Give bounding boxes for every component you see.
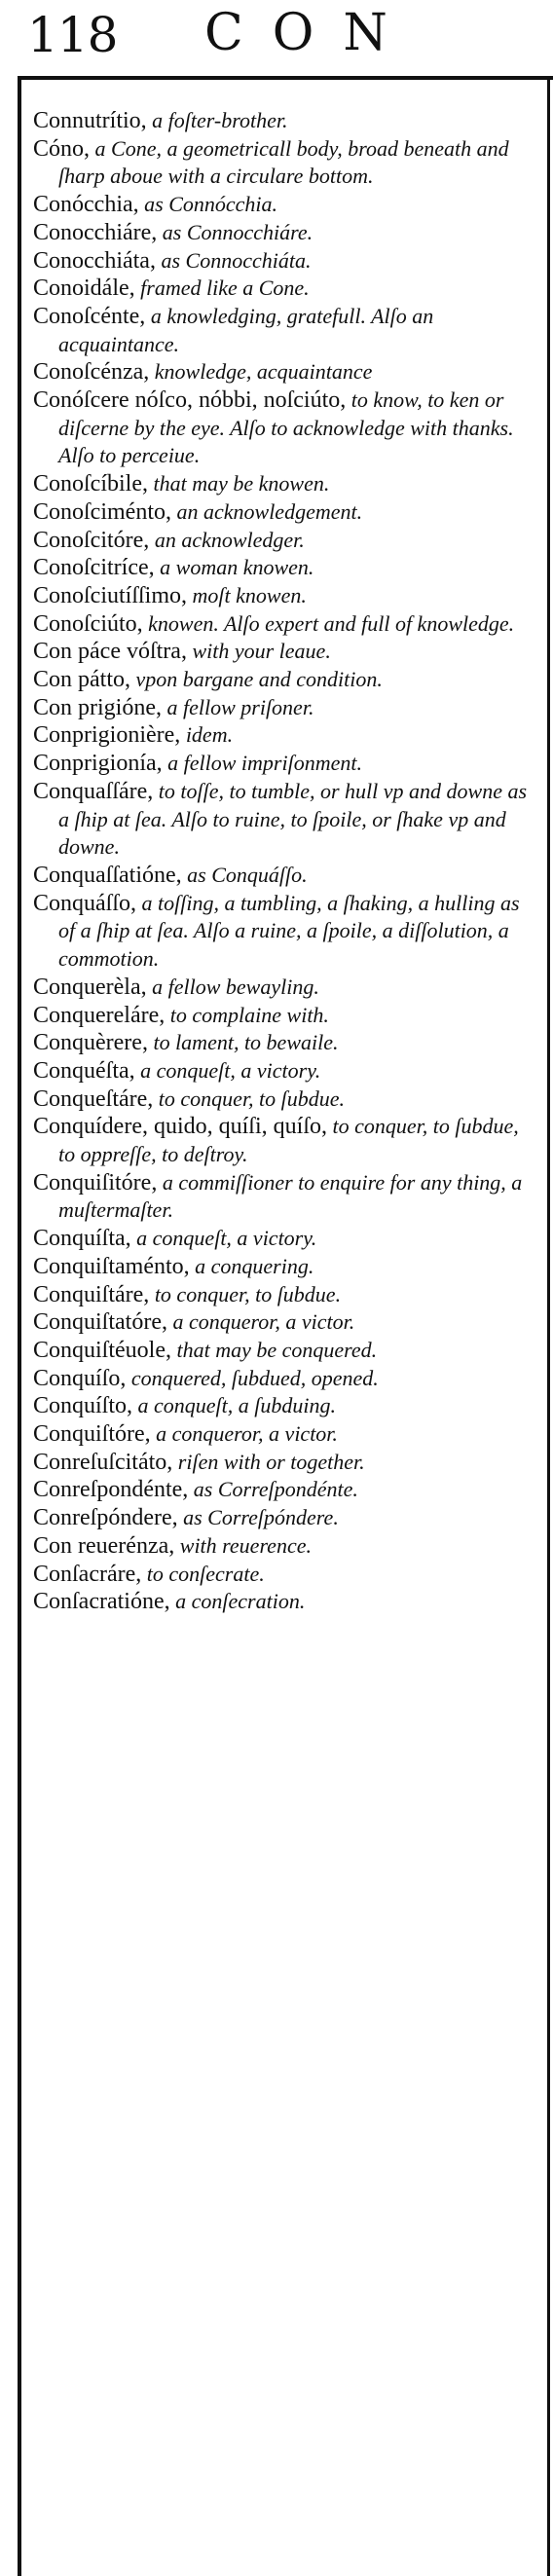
- dictionary-entry: [33, 750, 537, 778]
- dictionary-entry: [33, 358, 537, 386]
- dictionary-entry: [33, 638, 537, 666]
- entry-definition: as Correſpondénte.: [188, 1477, 358, 1502]
- entry-definition: as Correſpóndere.: [177, 1505, 339, 1530]
- entry-headword: Conquiſtóre,: [33, 1421, 151, 1448]
- dictionary-entry: [33, 191, 537, 219]
- entry-definition: a conquering.: [189, 1253, 314, 1278]
- page-number: 118: [27, 7, 118, 63]
- dictionary-entry: [33, 974, 537, 1002]
- header-rule: [18, 76, 553, 80]
- dictionary-entry: [33, 470, 537, 498]
- entry-headword: Conqueſtáre,: [33, 1086, 154, 1112]
- dictionary-entry: [33, 135, 537, 191]
- dictionary-entry: [33, 1086, 537, 1114]
- dictionary-entry: [33, 107, 537, 135]
- entry-headword: Conreſuſcitáto,: [33, 1449, 173, 1475]
- entry-definition: a conſecration.: [169, 1589, 306, 1614]
- entry-headword: Conquiſtatóre,: [33, 1309, 167, 1336]
- entry-definition: knowen. Alſo expert and full of knowledge.: [142, 610, 515, 636]
- entry-definition: a knowledging, gratefull. Alſo an acquaintance.: [58, 303, 434, 356]
- dictionary-entry: [33, 219, 537, 247]
- entry-headword: Conquaſſatióne,: [33, 862, 182, 888]
- entry-definition: a woman knowen.: [154, 555, 314, 580]
- dictionary-entry: [33, 1281, 537, 1309]
- dictionary-entry: [33, 1504, 537, 1532]
- entry-definition: an acknowledger.: [149, 527, 305, 552]
- entry-headword: Conocchiáta,: [33, 247, 156, 274]
- entry-headword: Conocchiáre,: [33, 219, 158, 245]
- entry-definition: to lament, to bewaile.: [147, 1030, 339, 1055]
- entry-definition: as Connocchiáta.: [155, 247, 312, 273]
- running-head: CON: [204, 4, 417, 62]
- entry-definition: a conqueſt, a victory.: [134, 1057, 321, 1083]
- entry-definition: a fellow bewayling.: [146, 974, 319, 999]
- entry-definition: with your leaue.: [186, 639, 331, 664]
- right-column-rule: [547, 76, 550, 2576]
- dictionary-entry: [33, 386, 537, 470]
- entry-definition: to toſſe, to tumble, or hull vp and downe as a ſhip at ſea. Alſo to ruine, to ſpoile, or ſhake vp and downe.: [58, 778, 528, 860]
- dictionary-entry: [33, 1308, 537, 1337]
- entry-definition: as Connócchia.: [138, 192, 278, 217]
- entry-definition: that may be knowen.: [147, 471, 330, 497]
- dictionary-entry: [33, 554, 537, 582]
- left-column-rule: [18, 76, 21, 2576]
- dictionary-entry: [33, 694, 537, 722]
- entry-headword: Conquiſtáre,: [33, 1281, 150, 1307]
- entry-definition: a fellow impriſonment.: [162, 751, 362, 776]
- entry-definition: knowledge, acquaintance: [149, 359, 373, 385]
- entry-definition: vpon bargane and condition.: [130, 667, 383, 692]
- entry-definition: conquered, ſubdued, opened.: [126, 1365, 379, 1390]
- entry-headword: Conóſcere nóſco, nóbbi, noſciúto,: [33, 387, 347, 414]
- entry-definition: an acknowledgement.: [170, 498, 363, 524]
- dictionary-entry: [33, 1029, 537, 1057]
- dictionary-entry: [33, 1057, 537, 1086]
- entry-headword: Conquéſta,: [33, 1057, 135, 1084]
- entry-definition: to conſecrate.: [141, 1561, 265, 1586]
- dictionary-entry: [33, 247, 537, 276]
- entry-definition: a conqueſt, a victory.: [130, 1226, 317, 1251]
- entry-headword: Conreſpóndere,: [33, 1505, 178, 1531]
- dictionary-entry: [33, 1365, 537, 1393]
- entry-definition: to conquer, to ſubdue, to oppreſſe, to deſtroy.: [58, 1114, 519, 1167]
- entry-headword: Conquíſta,: [33, 1226, 131, 1252]
- dictionary-entry: [33, 498, 537, 527]
- entry-definition: a Cone, a geometricall body, broad beneath and ſharp aboue with a circulare bottom.: [58, 135, 509, 189]
- entry-definition: to know, to ken or diſcerne by the eye. Alſo to acknowledge with thanks. Alſo to perceiue.: [58, 387, 514, 468]
- entry-headword: Conquereláre,: [33, 1002, 166, 1028]
- dictionary-entry: [33, 1337, 537, 1365]
- entry-headword: Conquiſtaménto,: [33, 1253, 190, 1279]
- entry-definition: a commiſſioner to enquire for any thing, a muſtermaſter.: [58, 1169, 523, 1223]
- entry-headword: Con pátto,: [33, 667, 130, 693]
- entry-definition: to complaine with.: [165, 1002, 329, 1027]
- dictionary-entry: [33, 1225, 537, 1253]
- dictionary-entry: [33, 721, 537, 750]
- entry-definition: moſt knowen.: [187, 582, 307, 607]
- dictionary-entry: [33, 1002, 537, 1030]
- entry-headword: Conquiſitóre,: [33, 1169, 158, 1196]
- dictionary-entry: [33, 582, 537, 610]
- entry-definition: a conqueror, a victor.: [166, 1309, 355, 1335]
- entry-definition: riſen with or together.: [172, 1449, 365, 1474]
- entry-headword: Conquíſto,: [33, 1393, 133, 1419]
- entry-headword: Conoidále,: [33, 276, 135, 302]
- entry-headword: Cóno,: [33, 135, 91, 162]
- entry-list: [33, 107, 537, 1616]
- entry-headword: Conócchia,: [33, 192, 139, 218]
- dictionary-entry: [33, 778, 537, 862]
- dictionary-entry: [33, 275, 537, 303]
- entry-definition: as Conquáſſo.: [181, 862, 308, 887]
- entry-definition: idem.: [180, 722, 234, 748]
- entry-headword: Con páce vóſtra,: [33, 639, 187, 665]
- dictionary-entry: [33, 610, 537, 639]
- entry-headword: Conoſcénza,: [33, 359, 150, 386]
- entry-definition: that may be conquered.: [170, 1337, 378, 1362]
- entry-headword: Connutrítio,: [33, 108, 147, 133]
- dictionary-entry: [33, 1169, 537, 1225]
- entry-headword: Conprigionière,: [33, 722, 181, 749]
- entry-headword: Conoſciménto,: [33, 498, 171, 525]
- dictionary-entry: [33, 1588, 537, 1616]
- entry-definition: to conquer, to ſubdue.: [153, 1086, 346, 1111]
- entry-headword: Con prigióne,: [33, 694, 162, 720]
- dictionary-entry: [33, 1253, 537, 1281]
- entry-headword: Conſacráre,: [33, 1561, 142, 1587]
- entry-definition: to conquer, to ſubdue.: [149, 1281, 342, 1306]
- entry-headword: Conquèrere,: [33, 1030, 148, 1056]
- entry-definition: a foſter-brother.: [146, 108, 288, 132]
- dictionary-entry: [33, 1476, 537, 1504]
- dictionary-entry: [33, 1113, 537, 1168]
- entry-headword: Conquaſſáre,: [33, 778, 154, 804]
- entry-headword: Conſacratióne,: [33, 1589, 170, 1615]
- entry-headword: Conoſcénte,: [33, 303, 146, 329]
- entry-headword: Conoſciutíſſimo,: [33, 582, 188, 608]
- entry-headword: Conreſpondénte,: [33, 1477, 189, 1503]
- dictionary-entry: [33, 890, 537, 974]
- dictionary-entry: [33, 862, 537, 890]
- entry-headword: Conquiſtéuole,: [33, 1337, 171, 1363]
- dictionary-entry: [33, 1561, 537, 1589]
- entry-headword: Conoſcitóre,: [33, 527, 150, 553]
- entry-definition: a toſſing, a tumbling, a ſhaking, a hulling as of a ſhip at ſea. Alſo a ruine, a ſpoile, a diſſolution, a commotion.: [58, 890, 520, 972]
- dictionary-entry: [33, 1449, 537, 1477]
- entry-headword: Con reuerénza,: [33, 1532, 175, 1559]
- entry-definition: framed like a Cone.: [134, 276, 310, 301]
- entry-definition: a fellow priſoner.: [162, 694, 314, 719]
- dictionary-entry: [33, 1392, 537, 1420]
- entry-headword: Conquerèla,: [33, 974, 147, 1000]
- dictionary-entry: [33, 1532, 537, 1561]
- dictionary-entry: [33, 666, 537, 694]
- entry-definition: as Connocchiáre.: [157, 219, 313, 244]
- entry-headword: Conoſciúto,: [33, 610, 143, 637]
- entry-headword: Conoſcíbile,: [33, 471, 148, 497]
- dictionary-entry: [33, 303, 537, 358]
- dictionary-entry: [33, 527, 537, 555]
- entry-definition: a conqueſt, a ſubduing.: [132, 1393, 336, 1418]
- entry-definition: with reuerence.: [174, 1532, 312, 1558]
- entry-headword: Conprigionía,: [33, 751, 163, 777]
- dictionary-entry: [33, 1420, 537, 1449]
- entry-headword: Conoſcitríce,: [33, 555, 155, 581]
- entry-headword: Conquáſſo,: [33, 890, 136, 916]
- page-header: [0, 0, 553, 76]
- entry-headword: Conquíſo,: [33, 1365, 127, 1391]
- entry-headword: Conquídere, quido, quíſi, quíſo,: [33, 1114, 327, 1140]
- entry-definition: a conqueror, a victor.: [150, 1421, 338, 1447]
